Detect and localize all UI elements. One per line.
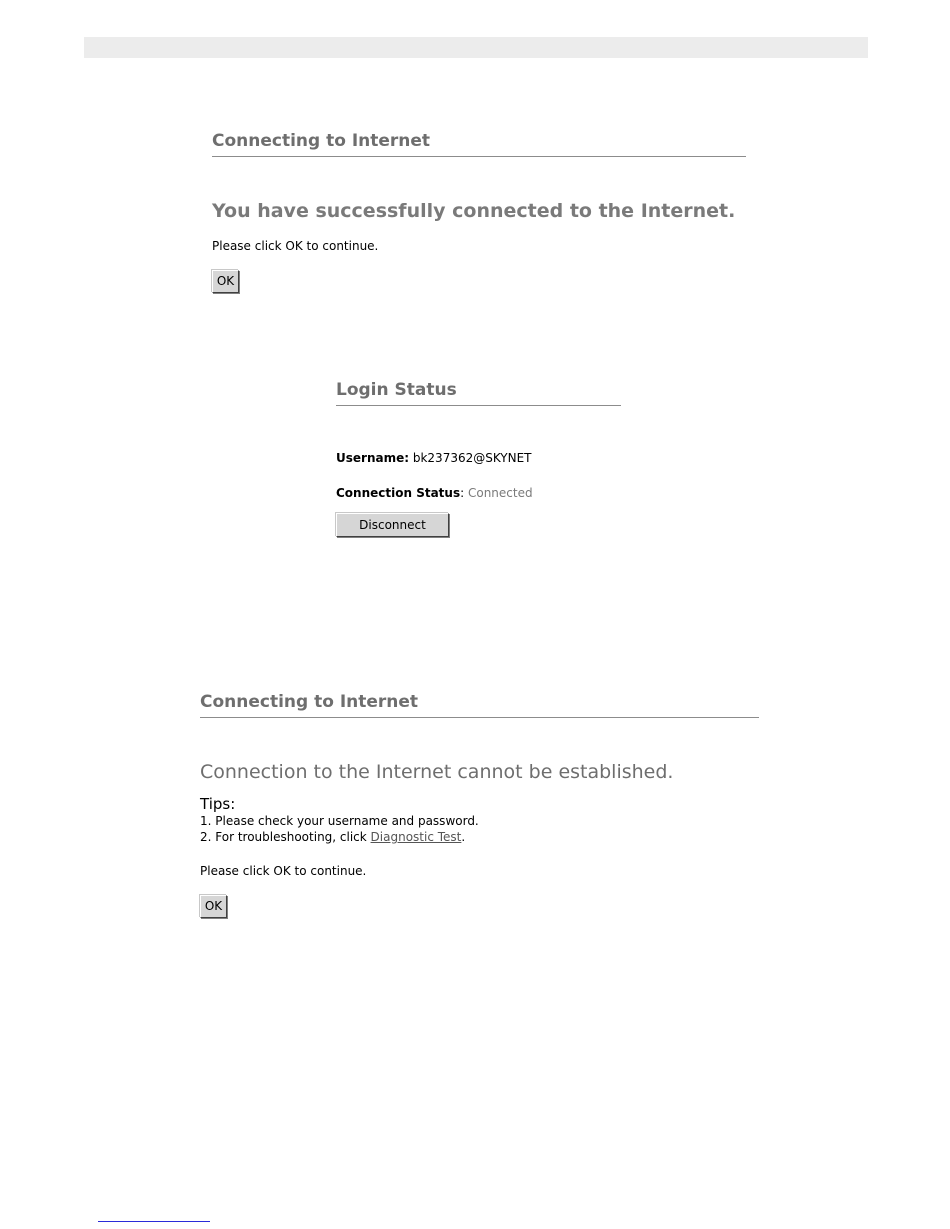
tip-item-2-suffix: . [461, 830, 466, 844]
username-value: bk237362@SKYNET [412, 451, 532, 465]
connection-status-colon: : [460, 486, 465, 500]
connection-status-label: Connection Status [336, 486, 461, 500]
success-headline: You have successfully connected to the Internet. [212, 200, 736, 222]
success-panel [212, 131, 746, 293]
failure-headline: Connection to the Internet cannot be established. [200, 761, 674, 783]
connection-status-value: Connected [467, 486, 533, 500]
disconnect-button[interactable]: Disconnect [336, 513, 449, 537]
login-status-title: Login Status [336, 380, 621, 406]
connection-status-row [336, 486, 621, 500]
success-instruction: Please click OK to continue. [212, 239, 379, 253]
username-row [336, 451, 621, 465]
success-panel-title: Connecting to Internet [212, 131, 746, 157]
page-header-bar [84, 37, 868, 58]
ok-button-failure[interactable]: OK [200, 895, 227, 918]
username-label: Username: [336, 451, 410, 465]
failure-panel [200, 692, 759, 918]
tip-item-2 [200, 830, 759, 844]
diagnostic-test-link[interactable]: Diagnostic Test [370, 830, 462, 844]
footnote-rule [98, 1221, 210, 1222]
tips-label: Tips: [200, 795, 236, 813]
failure-instruction: Please click OK to continue. [200, 864, 367, 878]
tip-item-1: 1. Please check your username and password. [200, 814, 479, 828]
failure-panel-title: Connecting to Internet [200, 692, 759, 718]
tip-item-2-prefix: 2. For troubleshooting, click [200, 830, 371, 844]
login-status-panel [336, 380, 621, 537]
ok-button[interactable]: OK [212, 270, 239, 293]
